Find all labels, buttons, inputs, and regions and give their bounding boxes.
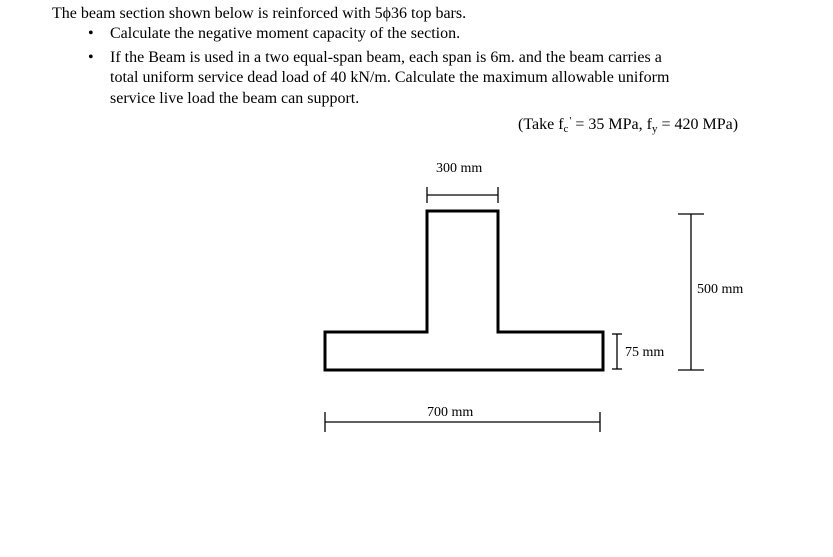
bullet-marker-1: •: [88, 25, 94, 42]
total-depth-label: 500 mm: [697, 282, 744, 297]
fy-subscript: y: [651, 123, 658, 135]
web-width-label: 300 mm: [436, 161, 483, 176]
fy-value: = 420 MPa): [657, 116, 739, 133]
intro-text: The beam section shown below is reinforced with 5ϕ36 top bars.: [52, 5, 467, 22]
flange-depth-dimension: [612, 334, 622, 369]
fc-prime: ': [569, 115, 572, 127]
bullet-2-line-2: total uniform service dead load of 40 kN/m. Calculate the maximum allowable uniform: [110, 69, 670, 86]
givens-open: (Take f: [518, 116, 564, 133]
flange-depth-label: 75 mm: [625, 345, 665, 360]
web-width-dimension: [427, 187, 498, 203]
fc-value: = 35 MPa, f: [571, 116, 652, 133]
fc-subscript: c: [563, 123, 569, 135]
t-beam-outline: [325, 211, 603, 370]
bullet-marker-2: •: [88, 49, 94, 66]
flange-width-label: 700 mm: [427, 405, 474, 420]
bullet-2-line-1: If the Beam is used in a two equal-span beam, each span is 6m. and the beam carries a: [110, 49, 662, 66]
bullet-1-line-1: Calculate the negative moment capacity of the section.: [110, 25, 461, 42]
bullet-2-line-3: service live load the beam can support.: [110, 90, 360, 107]
